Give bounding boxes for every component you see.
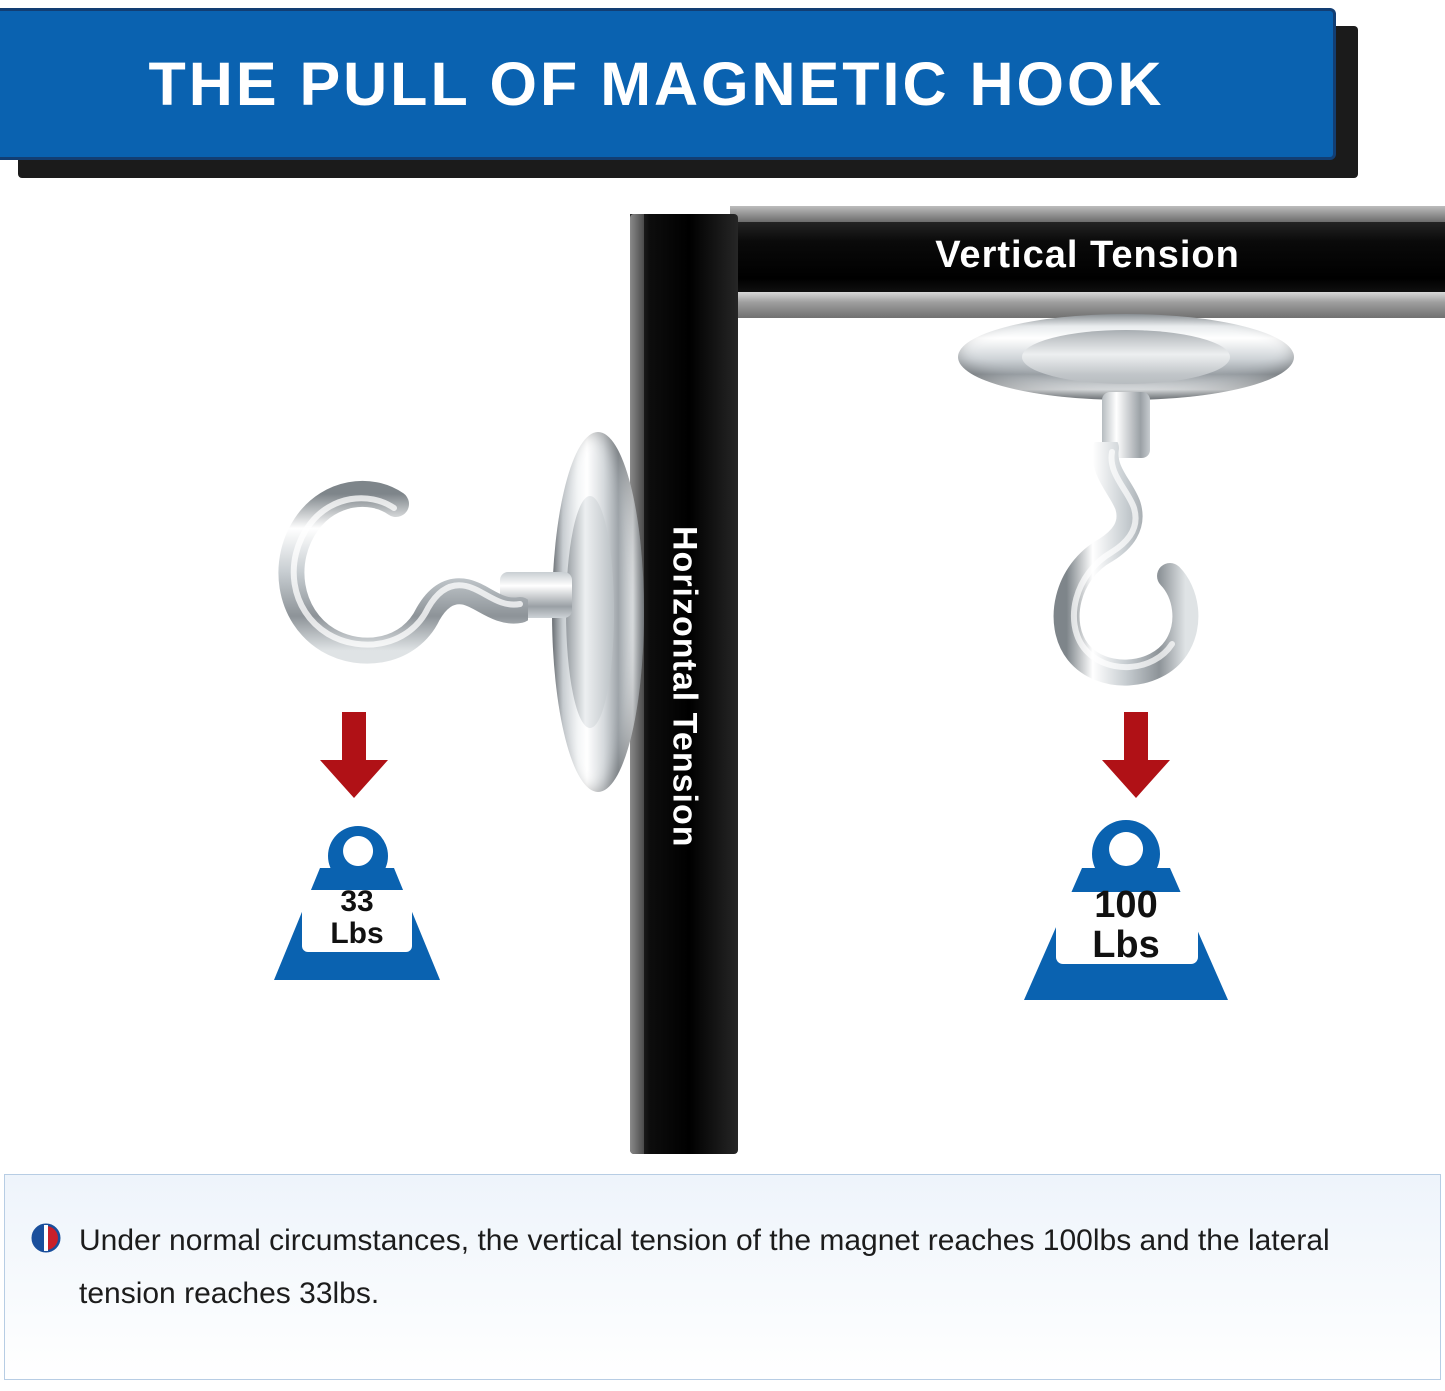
label-horizontal-tension-text: Horizontal Tension bbox=[665, 526, 704, 848]
weight-block-icon bbox=[258, 802, 456, 993]
hook-icon bbox=[258, 464, 528, 664]
label-vertical-tension-text: Vertical Tension bbox=[935, 233, 1240, 276]
magnet-round-icon bbox=[31, 1223, 61, 1253]
label-horizontal-tension bbox=[630, 526, 738, 1106]
weight-label-horizontal: 33 Lbs bbox=[330, 885, 384, 950]
diagram-illustration bbox=[0, 196, 1445, 1156]
page-title: THE PULL OF MAGNETIC HOOK bbox=[148, 49, 1165, 118]
magnet-disc-top-inner-icon bbox=[1022, 330, 1230, 384]
footer-note bbox=[4, 1174, 1441, 1380]
footer-note-text: Under normal circumstances, the vertical tension of the magnet reaches 100lbs and the lateral tension reaches 33lbs. bbox=[79, 1224, 1330, 1310]
arrow-down-icon bbox=[316, 712, 392, 798]
weight-block-icon bbox=[1004, 796, 1248, 1015]
magnet-disc-side-inner-icon bbox=[566, 496, 614, 728]
header-banner-plate bbox=[0, 8, 1336, 160]
hook-icon bbox=[980, 442, 1230, 688]
weight-label-vertical: 100 Lbs bbox=[1092, 884, 1160, 966]
header-banner bbox=[0, 8, 1340, 160]
label-vertical-tension bbox=[730, 218, 1445, 292]
arrow-down-icon bbox=[1098, 712, 1174, 798]
